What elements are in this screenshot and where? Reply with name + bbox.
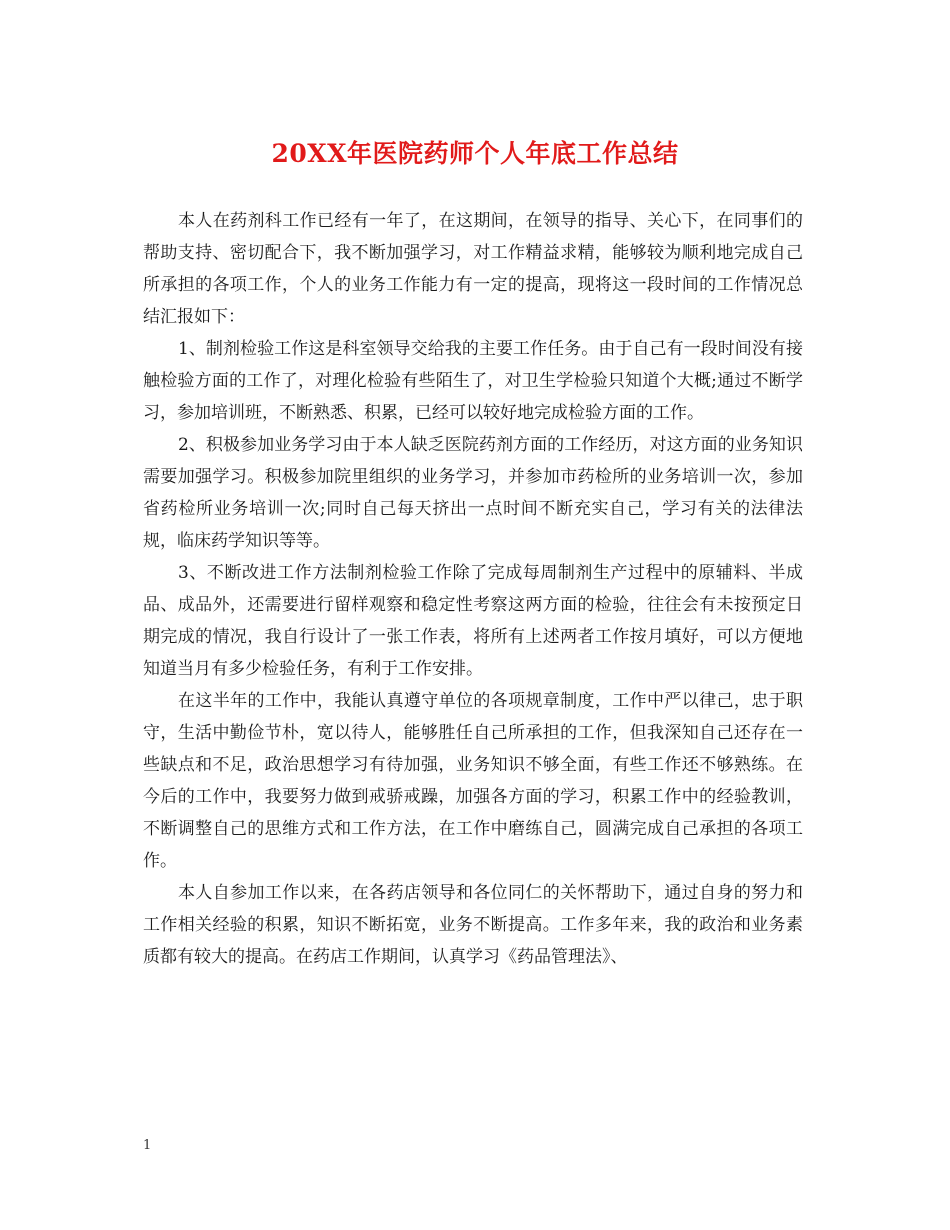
paragraph-item-1: 1、制剂检验工作这是科室领导交给我的主要工作任务。由于自己有一段时间没有接触检验方面的工作了，对理化检验有些陌生了，对卫生学检验只知道个大概;通过不断学习，参加培训班，不断熟悉、积累，已经可以较好地完成检验方面的工作。 bbox=[143, 339, 803, 423]
paragraph-item-3: 3、不断改进工作方法制剂检验工作除了完成每周制剂生产过程中的原辅料、半成品、成品外，还需要进行留样观察和稳定性考察这两方面的检验，往往会有未按预定日期完成的情况，我自行设计了一张工作表，将所有上述两者工作按月填好，可以方便地知道当月有多少检验任务，有利于工作安排。 bbox=[143, 563, 803, 679]
page-number: 1 bbox=[143, 1138, 152, 1153]
paragraph-summary: 在这半年的工作中，我能认真遵守单位的各项规章制度，工作中严以律己，忠于职守，生活中勤俭节朴，宽以待人，能够胜任自己所承担的工作，但我深知自己还存在一些缺点和不足，政治思想学习有待加强，业务知识不够全面，有些工作还不够熟练。在今后的工作中，我要努力做到戒骄戒躁，加强各方面的学习，积累工作中的经验教训，不断调整自己的思维方式和工作方法，在工作中磨练自己，圆满完成自己承担的各项工作。 bbox=[143, 691, 803, 871]
paragraph-continuation: 本人自参加工作以来，在各药店领导和各位同仁的关怀帮助下，通过自身的努力和工作相关经验的积累，知识不断拓宽，业务不断提高。工作多年来，我的政治和业务素质都有较大的提高。在药店工作期间，认真学习《药品管理法》、 bbox=[143, 883, 803, 967]
document-body bbox=[143, 205, 803, 973]
paragraph-intro: 本人在药剂科工作已经有一年了，在这期间，在领导的指导、关心下，在同事们的帮助支持、密切配合下，我不断加强学习，对工作精益求精，能够较为顺利地完成自己所承担的各项工作，个人的业务工作能力有一定的提高，现将这一段时间的工作情况总结汇报如下： bbox=[143, 211, 803, 327]
paragraph-item-2: 2、积极参加业务学习由于本人缺乏医院药剂方面的工作经历，对这方面的业务知识需要加强学习。积极参加院里组织的业务学习，并参加市药检所的业务培训一次，参加省药检所业务培训一次;同时自己每天挤出一点时间不断充实自己，学习有关的法律法规，临床药学知识等等。 bbox=[143, 435, 803, 551]
document-title: 20XX年医院药师个人年底工作总结 bbox=[271, 139, 679, 168]
